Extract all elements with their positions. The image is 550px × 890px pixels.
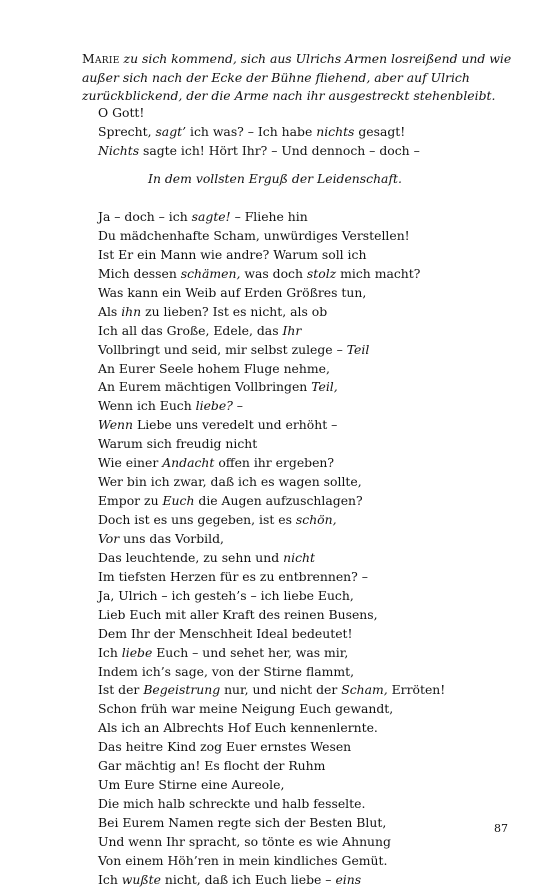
verse-text: Dem Ihr der Menschheit Ideal bedeutet! xyxy=(98,625,353,641)
verse-line xyxy=(98,123,518,142)
verse-text: Ich xyxy=(98,644,122,660)
speaker-name: Marie xyxy=(82,51,120,66)
verse-line xyxy=(98,303,518,322)
emphasized-text: Teil xyxy=(346,341,370,357)
verse-text: Schon früh war meine Neigung Euch gewandt, xyxy=(98,701,394,717)
emphasized-text: liebe? xyxy=(195,398,233,414)
verse-line xyxy=(98,492,518,511)
verse-line xyxy=(98,871,518,890)
emphasized-text: schön, xyxy=(295,512,337,527)
verse-text: Bei Eurem Namen regte sich der Besten Blut, xyxy=(98,815,387,830)
verse-line xyxy=(98,795,518,814)
verse-text: Das heitre Kind zog Euer ernstes Wesen xyxy=(98,739,352,755)
verse-text: Sprecht, xyxy=(98,123,156,139)
verse-line xyxy=(98,208,518,227)
verse-text: O Gott! xyxy=(98,105,145,120)
verse-text: nur, und nicht der xyxy=(220,682,342,698)
verse-text: Ja, Ulrich – ich gesteh’s – ich liebe Euch, xyxy=(98,587,354,603)
emphasized-text: nicht xyxy=(283,549,315,565)
verse-text: was doch xyxy=(240,265,307,281)
verse-text: Doch ist es uns gegeben, ist es xyxy=(98,512,296,527)
emphasized-text: Euch xyxy=(162,493,195,509)
emphasized-text: Scham, xyxy=(341,682,388,698)
emphasized-text: wußte xyxy=(121,871,161,887)
emphasized-text: sagt’ xyxy=(155,123,187,139)
emphasized-text: ihn xyxy=(121,303,142,319)
verse-text: Liebe uns veredelt und erhöht – xyxy=(133,417,338,433)
verse-line xyxy=(98,454,518,473)
emphasized-text: nichts xyxy=(316,123,355,139)
verse-text: Ja – doch – ich xyxy=(98,209,192,224)
verse-text: Ich xyxy=(98,871,122,887)
emphasized-text: sagte! xyxy=(191,209,231,224)
verse-line xyxy=(98,142,518,161)
emphasized-text: Begeistrung xyxy=(143,682,221,698)
verse-block xyxy=(98,208,518,890)
verse-line xyxy=(98,606,518,625)
verse-line xyxy=(98,776,518,795)
verse-line xyxy=(98,549,518,568)
verse-text: – Fliehe hin xyxy=(230,209,308,224)
verse-text: Von einem Höh’ren in mein kindliches Gemüt. xyxy=(98,852,388,868)
verse-line xyxy=(98,284,518,303)
verse-line xyxy=(98,265,518,284)
emphasized-text: Ihr xyxy=(282,322,302,338)
verse-line xyxy=(98,738,518,757)
verse-line xyxy=(98,833,518,852)
emphasized-text: Nichts xyxy=(98,142,140,158)
verse-text: Das leuchtende, zu sehn und xyxy=(98,549,284,565)
verse-text: ich was? – Ich habe xyxy=(186,123,317,139)
verse-line xyxy=(98,663,518,682)
verse-text: Indem ich’s sage, von der Stirne flammt, xyxy=(98,663,355,679)
verse-text: mich macht? xyxy=(336,265,421,281)
verse-text: die Augen aufzuschlagen? xyxy=(194,493,363,509)
verse-text: Wie einer xyxy=(98,455,163,471)
verse-line xyxy=(98,227,518,246)
verse-text: zu lieben? Ist es nicht, als ob xyxy=(141,303,328,319)
verse-text: Ist Er ein Mann wie andre? Warum soll ich xyxy=(98,246,367,262)
opening-lines xyxy=(98,104,518,161)
verse-text: An Eurem mächtigen Vollbringen xyxy=(98,379,312,395)
verse-text: Und wenn Ihr spracht, so tönte es wie Ahnung xyxy=(98,833,391,849)
verse-line xyxy=(98,322,518,341)
centered-stage-direction: In dem vollsten Erguß der Leidenschaft. xyxy=(148,171,402,186)
verse-text: Wenn ich Euch xyxy=(98,398,196,414)
verse-line xyxy=(98,625,518,644)
verse-line xyxy=(98,852,518,871)
stage-direction-text: zu sich kommend, sich aus Ulrichs Armen losreißend und wie außer sich nach der Ecke der Bühne fliehend, aber auf Ulrich zurückblickend, der die Arme nach ihr ausgestreckt stehenbleibt. xyxy=(82,51,512,104)
verse-text: Ist der xyxy=(98,682,144,698)
verse-text: An Eurer Seele hohem Fluge nehme, xyxy=(98,360,330,376)
verse-line xyxy=(98,246,518,265)
verse-line xyxy=(98,416,518,435)
verse-line xyxy=(98,530,518,549)
emphasized-text: Wenn xyxy=(98,417,134,433)
verse-text: Du mädchenhafte Scham, unwürdiges Verstellen! xyxy=(98,227,410,243)
emphasized-text: stolz xyxy=(306,265,337,281)
verse-text: Euch – und sehet her, was mir, xyxy=(152,644,349,660)
verse-line xyxy=(98,341,518,360)
stage-direction xyxy=(82,50,512,106)
verse-line xyxy=(98,719,518,738)
emphasized-text: eins xyxy=(335,871,362,887)
verse-text: Vollbringt und seid, mir selbst zulege – xyxy=(98,341,347,357)
verse-text: Im tiefsten Herzen für es zu entbrennen? – xyxy=(98,568,368,584)
verse-text: Um Eure Stirne eine Aureole, xyxy=(98,777,285,793)
emphasized-text: Teil, xyxy=(311,379,338,395)
verse-text: Warum sich freudig nicht xyxy=(98,436,258,452)
verse-text: Als ich an Albrechts Hof Euch kennenlernte. xyxy=(98,720,378,736)
verse-text: Lieb Euch mit aller Kraft des reinen Busens, xyxy=(98,606,378,622)
verse-line xyxy=(98,360,518,379)
verse-text: offen ihr ergeben? xyxy=(214,455,335,471)
verse-text: uns das Vorbild, xyxy=(119,530,224,546)
verse-line xyxy=(98,104,518,123)
verse-line xyxy=(98,511,518,530)
verse-line xyxy=(98,397,518,416)
verse-text: Ich all das Große, Edele, das xyxy=(98,322,283,338)
verse-text: Gar mächtig an! Es flocht der Ruhm xyxy=(98,758,326,774)
verse-text: Empor zu xyxy=(98,493,163,509)
verse-line xyxy=(98,473,518,492)
verse-text: Die mich halb schreckte und halb fesselte. xyxy=(98,796,366,812)
verse-line xyxy=(98,587,518,606)
verse-text: Als xyxy=(98,303,122,319)
verse-line xyxy=(98,435,518,454)
verse-line xyxy=(98,681,518,700)
emphasized-text: schämen, xyxy=(180,265,241,281)
verse-text: Was kann ein Weib auf Erden Größres tun, xyxy=(98,284,367,300)
verse-line xyxy=(98,757,518,776)
verse-text: sagte ich! Hört Ihr? – Und dennoch – doch – xyxy=(139,142,420,158)
verse-line xyxy=(98,568,518,587)
verse-line xyxy=(98,378,518,397)
verse-text: – xyxy=(232,398,243,414)
page-number: 87 xyxy=(494,822,508,835)
verse-line xyxy=(98,814,518,833)
verse-text: gesagt! xyxy=(354,123,406,139)
verse-text: Erröten! xyxy=(387,682,446,698)
emphasized-text: Andacht xyxy=(162,455,215,471)
verse-line xyxy=(98,644,518,663)
emphasized-text: liebe xyxy=(121,644,153,660)
emphasized-text: Vor xyxy=(98,530,120,546)
verse-line xyxy=(98,700,518,719)
verse-text: Mich dessen xyxy=(98,265,181,281)
verse-text: Wer bin ich zwar, daß ich es wagen sollte, xyxy=(98,474,362,490)
verse-text: nicht, daß ich Euch liebe – xyxy=(160,871,336,887)
